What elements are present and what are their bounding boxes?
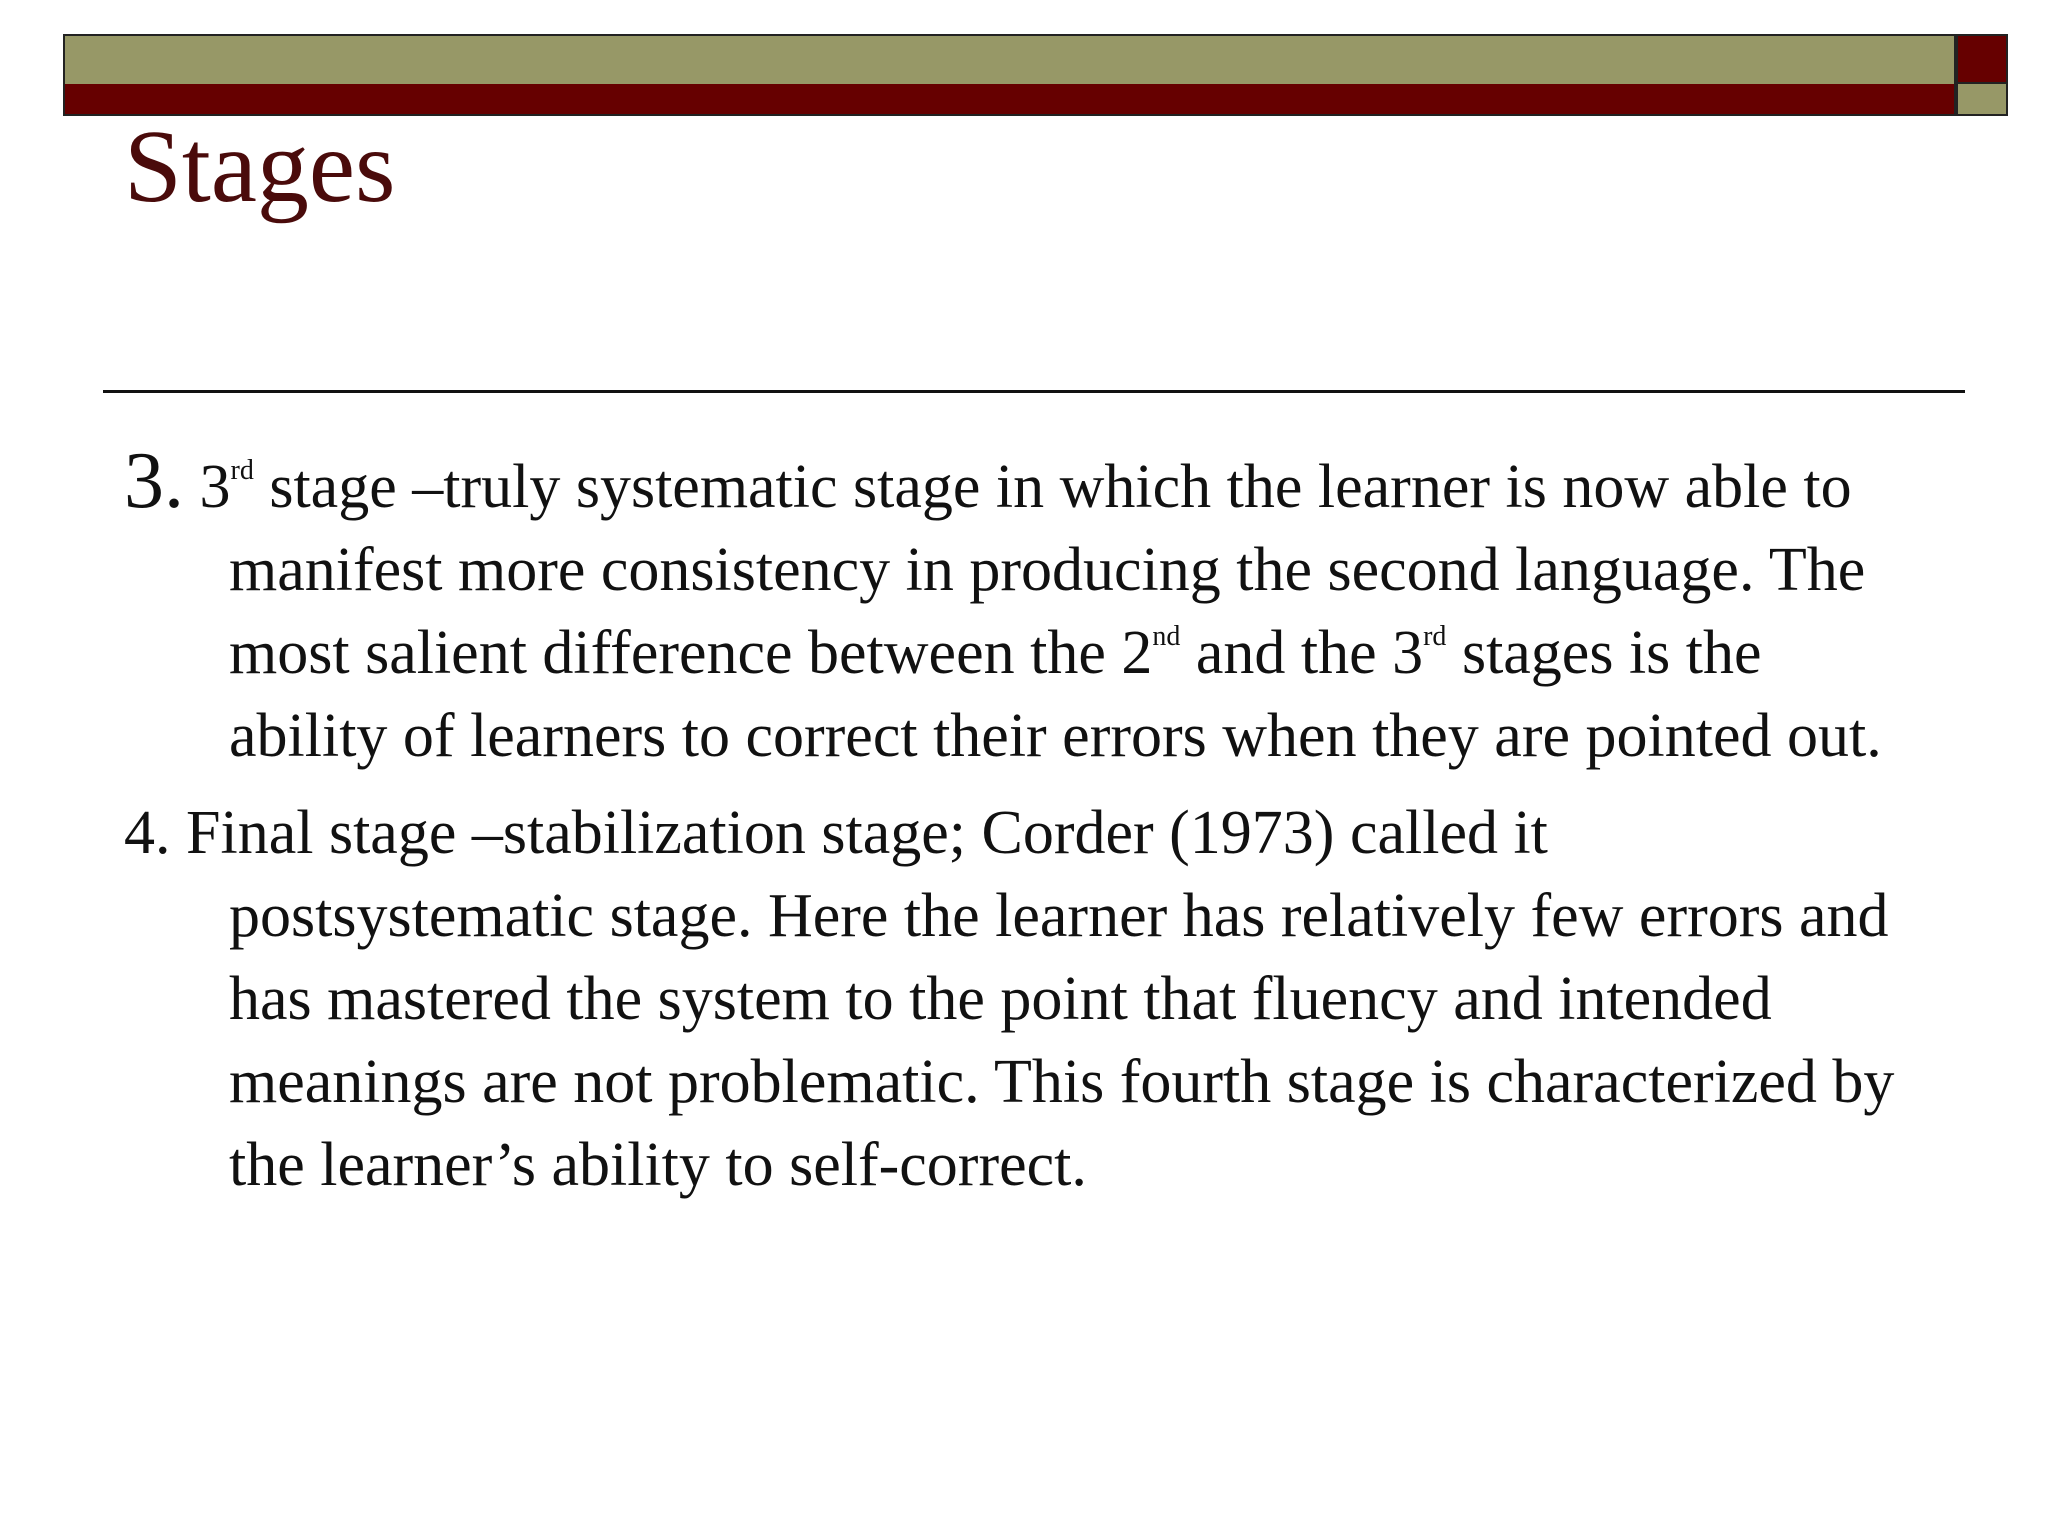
list-item-stage-4 (124, 792, 1924, 1207)
slide-body (124, 437, 1924, 1207)
ordinal-suffix: nd (1152, 621, 1181, 652)
list-item-number: 4. (124, 799, 171, 867)
header-square-maroon (1956, 34, 2008, 84)
header-bar-olive (63, 34, 1956, 84)
text-segment: 3 (199, 453, 231, 521)
list-item-text (200, 453, 1882, 770)
text-segment: stages is the ability of learners to correct their errors when they are pointed out. (229, 619, 1882, 770)
title-divider (103, 390, 1965, 393)
list-item-text: Final stage –stabilization stage; Corder (1973) called it postsystematic stage. Here the learner has relatively few errors and has mastered the system to the point that fluency and intended meanings are not problematic. This fourth stage is characterized by the learner’s ability to self-correct. (186, 799, 1895, 1199)
text-segment: and the 3 (1180, 619, 1424, 687)
list-item-stage-3 (124, 437, 1924, 778)
header-square-olive (1956, 84, 2008, 116)
slide-title: Stages (124, 109, 396, 224)
list-item-number: 3. (124, 437, 184, 525)
ordinal-suffix: rd (1423, 621, 1447, 652)
text-segment: stage –truly systematic stage in which the learner is now able to manifest more consistency in producing the second language. The most salient difference between the 2 (229, 453, 1866, 687)
ordinal-suffix: rd (230, 455, 254, 486)
